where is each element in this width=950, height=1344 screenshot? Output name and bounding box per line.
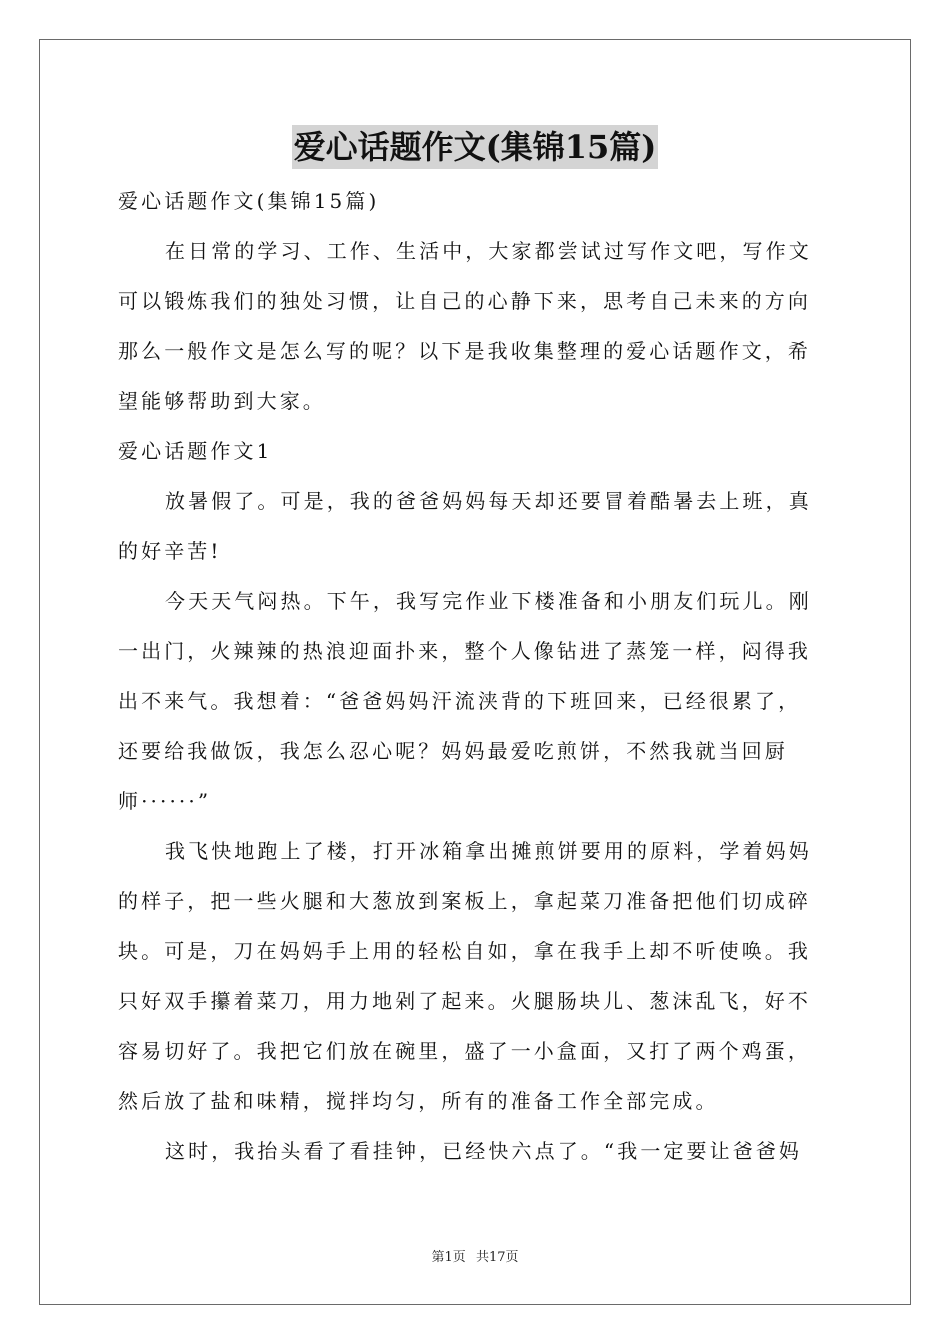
paragraph-line: 望能够帮助到大家。: [118, 389, 326, 413]
page-total: 共17页: [475, 1250, 519, 1265]
paragraph-line: 还要给我做饭，我怎么忍心呢？妈妈最爱吃煎饼，不然我就当回厨: [118, 739, 788, 763]
paragraph-line: 然后放了盐和味精，搅拌均匀，所有的准备工作全部完成。: [118, 1089, 719, 1113]
paragraph-line: 一出门，火辣辣的热浪迎面扑来，整个人像钻进了蒸笼一样，闷得我: [118, 639, 811, 663]
paragraph-line: 在日常的学习、工作、生活中，大家都尝试过写作文吧，写作文: [165, 239, 812, 263]
page-number: 第1页: [431, 1250, 466, 1265]
paragraph-line: 容易切好了。我把它们放在碗里，盛了一小盒面，又打了两个鸡蛋，: [118, 1039, 811, 1063]
paragraph-line: 今天天气闷热。下午，我写完作业下楼准备和小朋友们玩儿。刚: [165, 589, 812, 613]
paragraph-line: 的样子，把一些火腿和大葱放到案板上，拿起菜刀准备把他们切成碎: [118, 889, 811, 913]
paragraph-line: 只好双手攥着菜刀，用力地剁了起来。火腿肠块儿、葱沫乱飞，好不: [118, 989, 811, 1013]
paragraph-line: 师······”: [118, 789, 212, 813]
paragraph-line: 这时，我抬头看了看挂钟，已经快六点了。“我一定要让爸爸妈: [165, 1139, 803, 1163]
paragraph-line: 那么一般作文是怎么写的呢？以下是我收集整理的爱心话题作文，希: [118, 339, 811, 363]
page-footer: [0, 1246, 950, 1265]
title-container: [0, 125, 950, 169]
subtitle-line: 爱心话题作文(集锦15篇): [118, 189, 380, 213]
document-body: [118, 176, 834, 1176]
paragraph-line: 的好辛苦!: [118, 539, 222, 563]
paragraph-line: 块。可是，刀在妈妈手上用的轻松自如，拿在我手上却不听使唤。我: [118, 939, 811, 963]
paragraph-line: 我飞快地跑上了楼，打开冰箱拿出摊煎饼要用的原料，学着妈妈: [165, 839, 812, 863]
document-title: 爱心话题作文(集锦15篇): [292, 125, 659, 169]
paragraph-line: 放暑假了。可是，我的爸爸妈妈每天却还要冒着酷暑去上班，真: [165, 489, 812, 513]
paragraph-line: 出不来气。我想着：“爸爸妈妈汗流浃背的下班回来，已经很累了，: [118, 689, 802, 713]
section-heading: 爱心话题作文1: [118, 439, 273, 463]
paragraph-line: 可以锻炼我们的独处习惯，让自己的心静下来，思考自己未来的方向: [118, 289, 811, 313]
